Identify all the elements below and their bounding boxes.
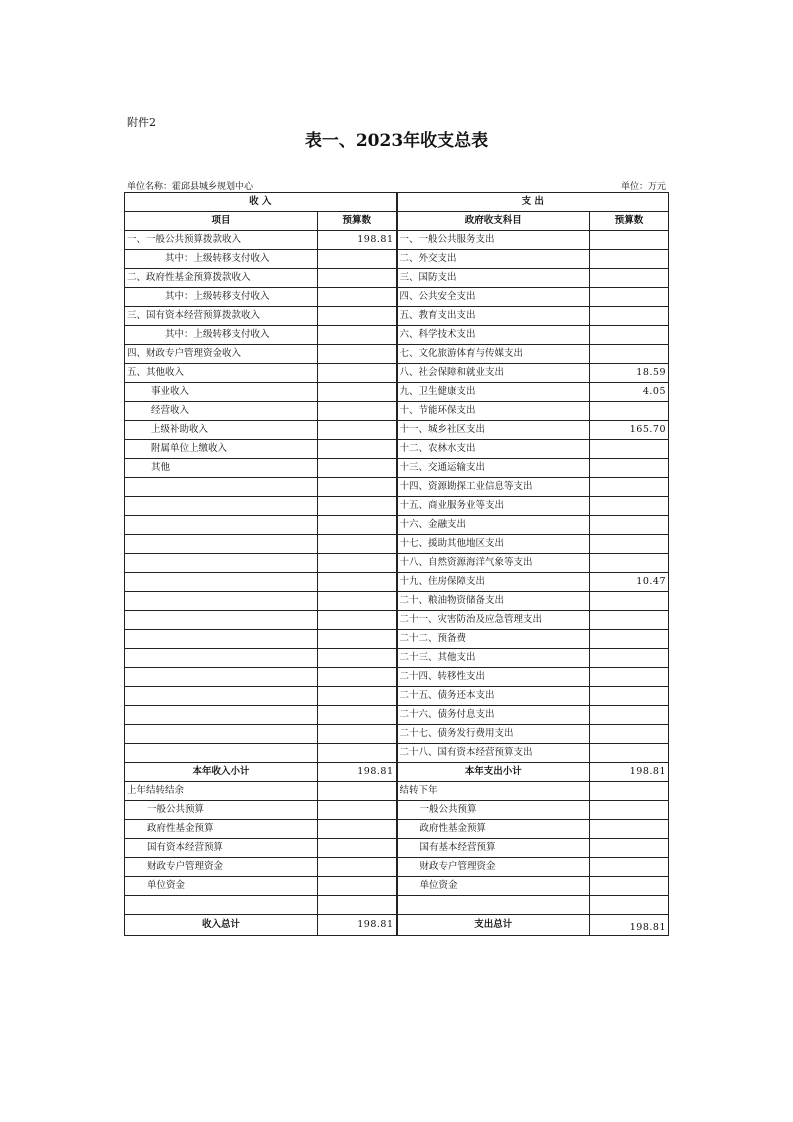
income-value [318,516,397,535]
expense-item: 十九、住房保障支出 [397,573,590,592]
income-value [318,440,397,459]
table-row [125,250,669,269]
expense-value: 10.47 [590,573,669,592]
income-item: 其中：上级转移支付收入 [125,326,318,345]
table-row [125,535,669,554]
expense-item: 二十一、灾害防治及应急管理支出 [397,611,590,630]
income-value [318,364,397,383]
table-row [125,497,669,516]
income-value [318,725,397,744]
carry-income-value [318,820,397,839]
income-item: 其他 [125,459,318,478]
income-item: 上级补助收入 [125,421,318,440]
income-value [318,497,397,516]
expense-item: 十六、金融支出 [397,516,590,535]
income-value [318,402,397,421]
income-value [318,611,397,630]
expense-item: 十、节能环保支出 [397,402,590,421]
carry-income-item: 上年结转结余 [125,782,318,801]
expense-subtotal-value: 198.81 [590,763,669,782]
expense-item: 二十五、债务还本支出 [397,687,590,706]
income-item [125,535,318,554]
expense-value [590,307,669,326]
income-total-value: 198.81 [318,915,397,936]
expense-value [590,231,669,250]
expense-item: 六、科学技术支出 [397,326,590,345]
carry-income-item: 国有资本经营预算 [125,839,318,858]
carry-income-item: 政府性基金预算 [125,820,318,839]
table-row [125,611,669,630]
expense-item: 三、国防支出 [397,269,590,288]
income-value [318,326,397,345]
income-item [125,668,318,687]
table-row [125,307,669,326]
carry-income-value [318,801,397,820]
income-total-label: 收入总计 [125,915,318,936]
expense-item: 十三、交通运输支出 [397,459,590,478]
table-row [125,649,669,668]
total-row [125,915,669,936]
expense-total-value: 198.81 [590,915,669,936]
table-row [125,326,669,345]
expense-item: 二十八、国有资本经营预算支出 [397,744,590,763]
table-row [125,288,669,307]
budget2-header: 预算数 [590,212,669,231]
carry-row [125,782,669,801]
expense-value [590,592,669,611]
expense-item: 八、社会保障和就业支出 [397,364,590,383]
expense-value [590,630,669,649]
carry-income-value [318,858,397,877]
income-value [318,573,397,592]
table-row [125,231,669,250]
table-row [125,592,669,611]
expense-value [590,440,669,459]
table-row [125,554,669,573]
expense-value [590,326,669,345]
expense-value [590,554,669,573]
income-item: 其中：上级转移支付收入 [125,288,318,307]
carry-expense-item: 政府性基金预算 [397,820,590,839]
header-row-columns [125,212,669,231]
expense-value [590,611,669,630]
carry-income-value [318,782,397,801]
expense-value: 165.70 [590,421,669,440]
expense-item: 二十六、债务付息支出 [397,706,590,725]
income-item: 三、国有资本经营预算拨款收入 [125,307,318,326]
income-item [125,611,318,630]
income-item [125,592,318,611]
income-value [318,535,397,554]
income-value [318,478,397,497]
table-row [125,345,669,364]
expense-item: 五、教育支出支出 [397,307,590,326]
income-item [125,687,318,706]
income-value [318,706,397,725]
unit-name: 单位名称：霍邱县城乡规划中心 [127,182,254,192]
carry-row [125,801,669,820]
expense-value [590,516,669,535]
income-item [125,725,318,744]
table-row [125,364,669,383]
carry-row [125,820,669,839]
expense-item: 十七、援助其他地区支出 [397,535,590,554]
table-row [125,630,669,649]
expense-header: 支 出 [397,193,669,212]
expense-item: 十二、农林水支出 [397,440,590,459]
table-row [125,687,669,706]
income-value [318,554,397,573]
expense-value [590,402,669,421]
carry-row [125,839,669,858]
table-row [125,402,669,421]
expense-value [590,459,669,478]
income-value [318,459,397,478]
table-row [125,516,669,535]
unit-label: 单位：万元 [620,182,666,192]
table-row [125,744,669,763]
carry-expense-value [590,877,669,896]
expense-item: 二十三、其他支出 [397,649,590,668]
expense-item: 十八、自然资源海洋气象等支出 [397,554,590,573]
carry-expense-item: 结转下年 [397,782,590,801]
table-body [125,193,669,936]
income-item [125,478,318,497]
expense-value [590,668,669,687]
income-item [125,649,318,668]
income-item [125,554,318,573]
expense-value: 18.59 [590,364,669,383]
carry-row [125,896,669,915]
table-row [125,421,669,440]
table-row [125,573,669,592]
expense-value [590,345,669,364]
income-value [318,269,397,288]
expense-value [590,687,669,706]
income-item: 其中：上级转移支付收入 [125,250,318,269]
subtotal-row [125,763,669,782]
attachment-label: 附件2 [127,116,156,129]
carry-expense-value [590,782,669,801]
expense-value [590,288,669,307]
carry-income-value [318,877,397,896]
expense-value [590,535,669,554]
table-row [125,459,669,478]
expense-item: 十一、城乡社区支出 [397,421,590,440]
income-item: 事业收入 [125,383,318,402]
income-value [318,630,397,649]
income-item: 一、一般公共预算拨款收入 [125,231,318,250]
carry-expense-item: 财政专户管理资金 [397,858,590,877]
item-header: 项目 [125,212,318,231]
expense-value [590,725,669,744]
income-item [125,516,318,535]
carry-expense-value [590,858,669,877]
carry-expense-value [590,801,669,820]
income-header: 收 入 [125,193,397,212]
expense-item: 二十七、债务发行费用支出 [397,725,590,744]
expense-item: 九、卫生健康支出 [397,383,590,402]
income-value [318,649,397,668]
expense-value [590,649,669,668]
carry-expense-value [590,896,669,915]
carry-expense-item [397,896,590,915]
table-row [125,668,669,687]
expense-item: 二十、粮油物资储备支出 [397,592,590,611]
expense-value [590,269,669,288]
expense-item: 七、文化旅游体育与传媒支出 [397,345,590,364]
expense-item: 十五、商业服务业等支出 [397,497,590,516]
carry-expense-value [590,839,669,858]
income-value [318,250,397,269]
expense-subtotal-label: 本年支出小计 [397,763,590,782]
income-item [125,744,318,763]
gov-item-header: 政府收支科目 [397,212,590,231]
expense-value [590,250,669,269]
table-row [125,440,669,459]
expense-item: 二十二、预备费 [397,630,590,649]
table-row [125,725,669,744]
page-title: 表一、2023年收支总表 [304,131,489,151]
table-row [125,478,669,497]
carry-income-item: 一般公共预算 [125,801,318,820]
expense-value [590,744,669,763]
income-item: 四、财政专户管理资金收入 [125,345,318,364]
expense-item: 一、一般公共服务支出 [397,231,590,250]
carry-row [125,877,669,896]
income-item [125,497,318,516]
income-value: 198.81 [318,231,397,250]
expense-total-label: 支出总计 [397,915,590,936]
budget-table [124,192,669,936]
income-item [125,573,318,592]
budget-header: 预算数 [318,212,397,231]
header-row-top [125,193,669,212]
carry-income-value [318,896,397,915]
income-item [125,706,318,725]
carry-income-item: 财政专户管理资金 [125,858,318,877]
income-item: 附属单位上缴收入 [125,440,318,459]
carry-expense-item: 单位资金 [397,877,590,896]
income-value [318,744,397,763]
income-item: 二、政府性基金预算拨款收入 [125,269,318,288]
income-value [318,288,397,307]
carry-income-item [125,896,318,915]
income-item [125,630,318,649]
expense-value: 4.05 [590,383,669,402]
expense-value [590,478,669,497]
income-subtotal-value: 198.81 [318,763,397,782]
income-value [318,345,397,364]
expense-item: 四、公共安全支出 [397,288,590,307]
carry-expense-item: 国有基本经营预算 [397,839,590,858]
expense-value [590,706,669,725]
expense-item: 十四、资源勘探工业信息等支出 [397,478,590,497]
income-value [318,307,397,326]
expense-item: 二十四、转移性支出 [397,668,590,687]
carry-income-value [318,839,397,858]
income-item: 经营收入 [125,402,318,421]
table-row [125,383,669,402]
income-value [318,421,397,440]
income-subtotal-label: 本年收入小计 [125,763,318,782]
income-value [318,687,397,706]
expense-value [590,497,669,516]
carry-income-item: 单位资金 [125,877,318,896]
income-value [318,668,397,687]
income-item: 五、其他收入 [125,364,318,383]
expense-item: 二、外交支出 [397,250,590,269]
income-value [318,383,397,402]
carry-row [125,858,669,877]
carry-expense-value [590,820,669,839]
table-row [125,269,669,288]
table-row [125,706,669,725]
carry-expense-item: 一般公共预算 [397,801,590,820]
income-value [318,592,397,611]
